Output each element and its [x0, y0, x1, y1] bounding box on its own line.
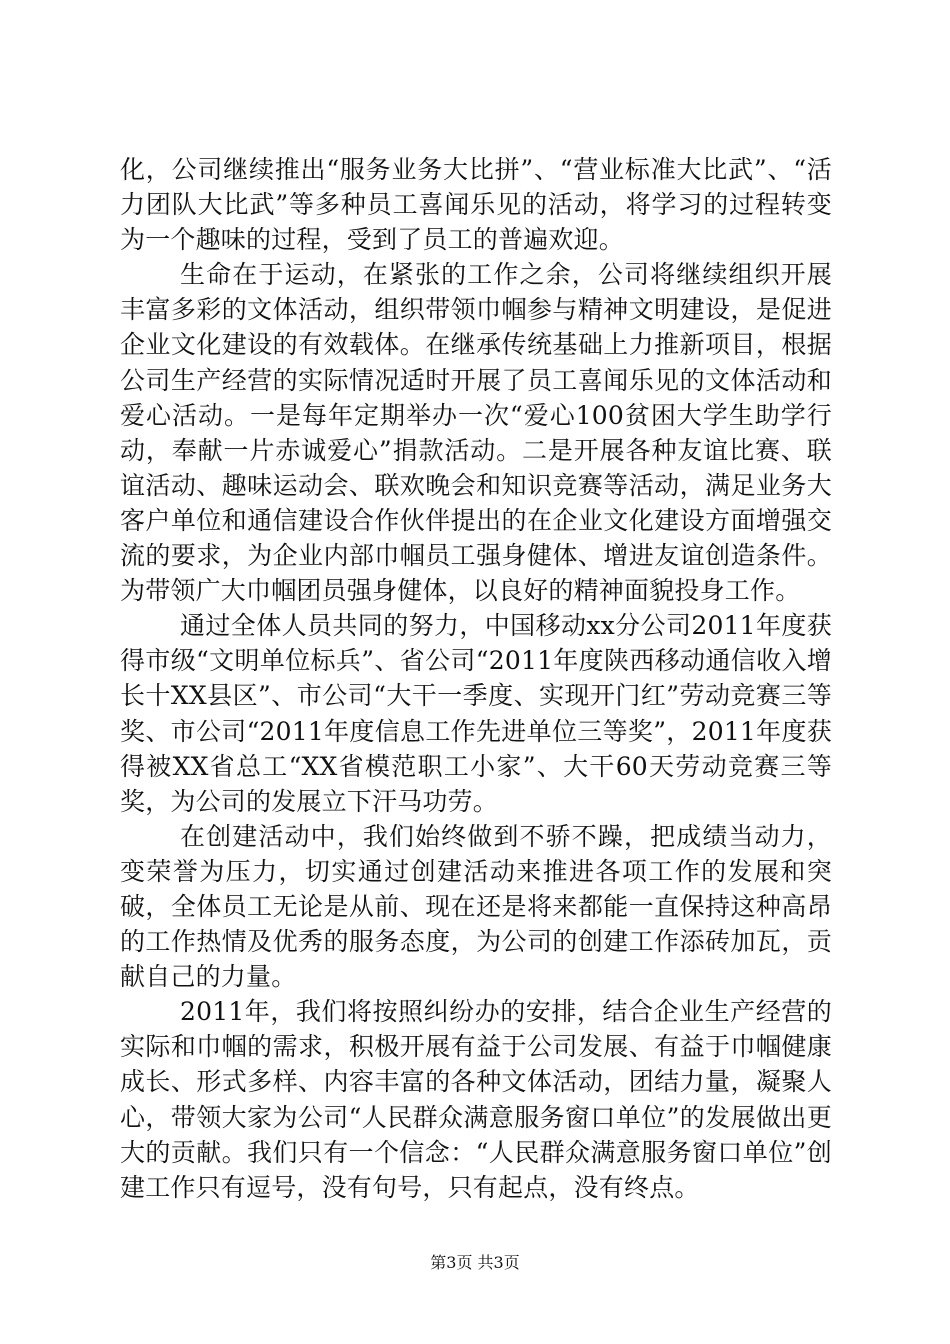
paragraph-2011-plan: 2011年，我们将按照纠纷办的安排，结合企业生产经营的实际和巾帼的需求，积极开展有益于公司发展、有益于巾帼健康成长、形式多样、内容丰富的各种文体活动，团结力量，凝聚人心，带领大家为公司“人民群众满意服务窗口单位”的发展做出更大的贡献。我们只有一个信念：“人民群众满意服务窗口单位”创建工作只有逗号，没有句号，只有起点，没有终点。 [120, 997, 832, 1202]
page-number-footer: 第3页 共3页 [430, 1253, 520, 1272]
document-body [120, 152, 832, 1205]
paragraph-cultural-activities: 生命在于运动，在紧张的工作之余，公司将继续组织开展丰富多彩的文体活动，组织带领巾帼参与精神文明建设，是促进企业文化建设的有效载体。在继承传统基础上力推新项目，根据公司生产经营的实际情况适时开展了员工喜闻乐见的文体活动和爱心活动。一是每年定期举办一次“爱心100贫困大学生助学行动，奉献一片赤诚爱心”捐款活动。二是开展各种友谊比赛、联谊活动、趣味运动会、联欢晚会和知识竞赛等活动，满足业务大客户单位和通信建设合作伙伴提出的在企业文化建设方面增强交流的要求，为企业内部巾帼员工强身健体、增进友谊创造条件。为带领广大巾帼团员强身健体，以良好的精神面貌投身工作。 [120, 260, 832, 606]
paragraph-awards: 通过全体人员共同的努力，中国移动xx分公司2011年度获得市级“文明单位标兵”、省公司“2011年度陕西移动通信收入增长十XX县区”、市公司“大干一季度、实现开门红”劳动竞赛三等奖、市公司“2011年度信息工作先进单位三等奖”，2011年度获得被XX省总工“XX省模范职工小家”、大干60天劳动竞赛三等奖，为公司的发展立下汗马功劳。 [120, 611, 832, 816]
paragraph-creation-activities: 在创建活动中，我们始终做到不骄不躁，把成绩当动力，变荣誉为压力，切实通过创建活动来推进各项工作的发展和突破，全体员工无论是从前、现在还是将来都能一直保持这种高昂的工作热情及优秀的服务态度，为公司的创建工作添砖加瓦，贡献自己的力量。 [120, 821, 832, 992]
paragraph-continuation: 化，公司继续推出“服务业务大比拼”、“营业标准大比武”、“活力团队大比武”等多种员工喜闻乐见的活动，将学习的过程转变为一个趣味的过程，受到了员工的普遍欢迎。 [120, 155, 832, 255]
